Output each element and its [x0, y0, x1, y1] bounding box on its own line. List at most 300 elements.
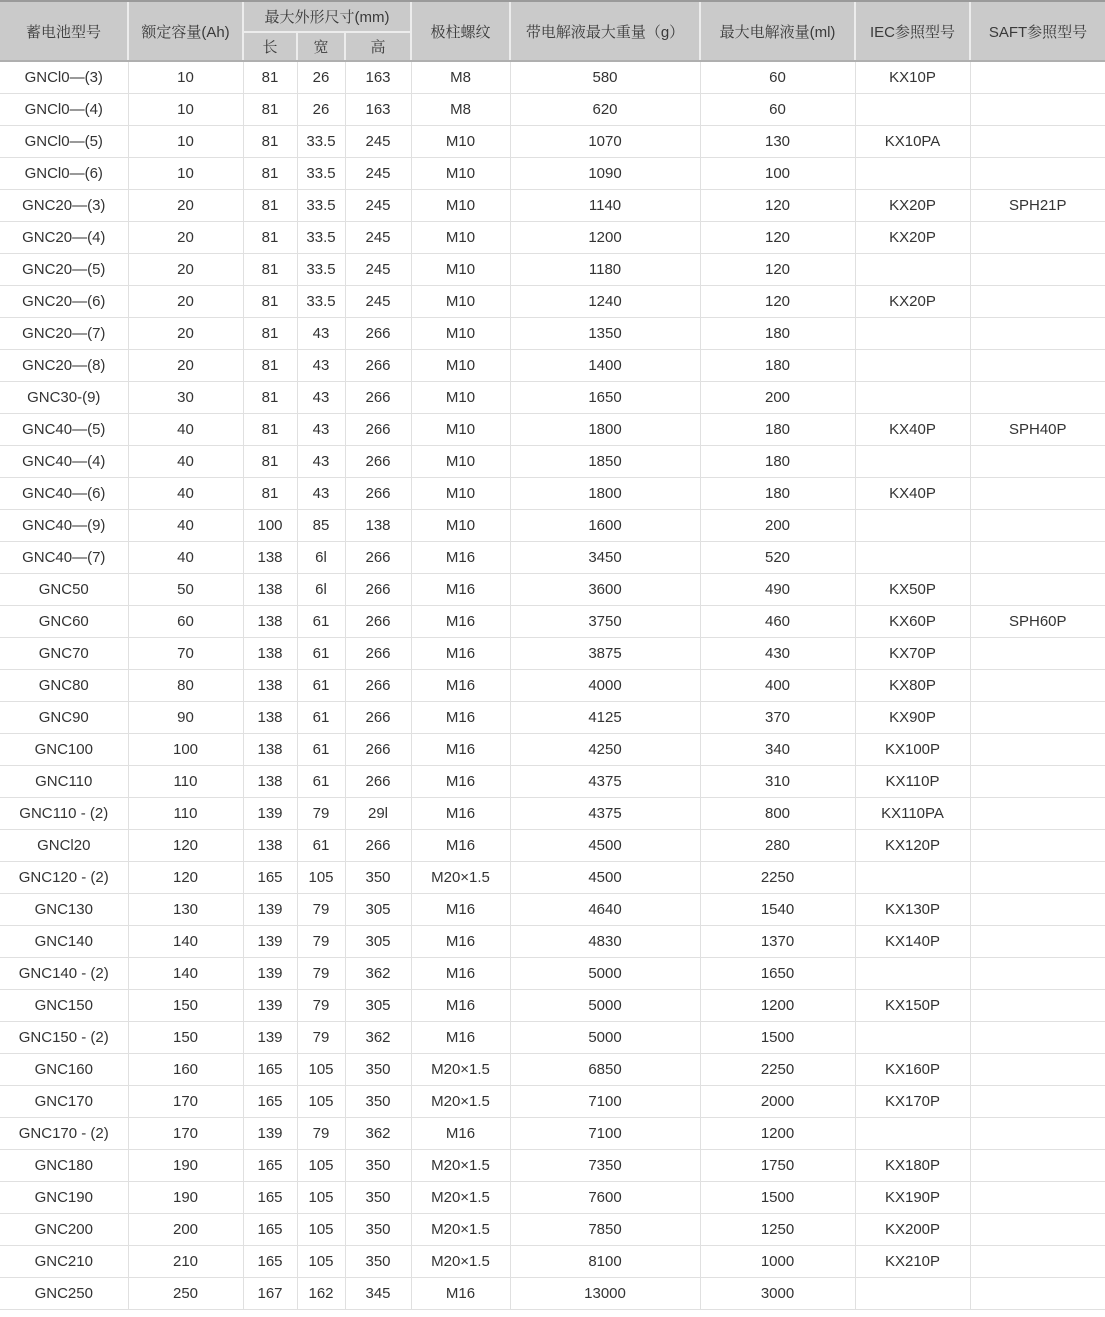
- cell-thread: M10: [411, 158, 510, 190]
- cell-width: 33.5: [297, 222, 345, 254]
- cell-capacity: 140: [128, 958, 243, 990]
- cell-thread: M16: [411, 990, 510, 1022]
- cell-height: 138: [345, 510, 411, 542]
- cell-thread: M10: [411, 350, 510, 382]
- cell-height: 350: [345, 1150, 411, 1182]
- cell-width: 61: [297, 606, 345, 638]
- cell-saft: [970, 702, 1105, 734]
- cell-thread: M16: [411, 1278, 510, 1310]
- cell-saft: SPH21P: [970, 190, 1105, 222]
- cell-saft: [970, 1182, 1105, 1214]
- table-row: [0, 1278, 1105, 1310]
- cell-model: GNC190: [0, 1182, 128, 1214]
- cell-capacity: 210: [128, 1246, 243, 1278]
- cell-saft: [970, 1118, 1105, 1150]
- cell-weight: 5000: [510, 958, 700, 990]
- cell-iec: KX80P: [855, 670, 970, 702]
- cell-width: 33.5: [297, 254, 345, 286]
- cell-saft: SPH60P: [970, 606, 1105, 638]
- header-length: 长: [243, 32, 297, 61]
- cell-width: 79: [297, 798, 345, 830]
- cell-height: 350: [345, 1246, 411, 1278]
- cell-model: GNC160: [0, 1054, 128, 1086]
- cell-iec: [855, 958, 970, 990]
- cell-weight: 620: [510, 94, 700, 126]
- cell-length: 81: [243, 446, 297, 478]
- cell-iec: KX110PA: [855, 798, 970, 830]
- cell-iec: [855, 382, 970, 414]
- cell-thread: M10: [411, 446, 510, 478]
- cell-saft: [970, 510, 1105, 542]
- cell-width: 6l: [297, 542, 345, 574]
- cell-thread: M10: [411, 286, 510, 318]
- cell-height: 345: [345, 1278, 411, 1310]
- cell-capacity: 40: [128, 446, 243, 478]
- table-row: [0, 94, 1105, 126]
- cell-length: 138: [243, 606, 297, 638]
- cell-weight: 5000: [510, 990, 700, 1022]
- cell-weight: 4500: [510, 862, 700, 894]
- cell-electrolyte: 180: [700, 350, 855, 382]
- cell-length: 81: [243, 318, 297, 350]
- cell-iec: [855, 318, 970, 350]
- cell-model: GNC250: [0, 1278, 128, 1310]
- cell-iec: KX140P: [855, 926, 970, 958]
- cell-capacity: 130: [128, 894, 243, 926]
- cell-height: 163: [345, 61, 411, 94]
- cell-length: 81: [243, 286, 297, 318]
- cell-height: 266: [345, 702, 411, 734]
- table-row: [0, 126, 1105, 158]
- cell-width: 43: [297, 382, 345, 414]
- cell-weight: 3875: [510, 638, 700, 670]
- cell-weight: 3600: [510, 574, 700, 606]
- cell-weight: 4125: [510, 702, 700, 734]
- cell-capacity: 110: [128, 766, 243, 798]
- cell-electrolyte: 2000: [700, 1086, 855, 1118]
- cell-width: 79: [297, 1022, 345, 1054]
- cell-saft: [970, 1054, 1105, 1086]
- cell-model: GNC20—(6): [0, 286, 128, 318]
- cell-width: 6l: [297, 574, 345, 606]
- table-row: [0, 734, 1105, 766]
- table-row: [0, 446, 1105, 478]
- cell-electrolyte: 310: [700, 766, 855, 798]
- cell-capacity: 20: [128, 222, 243, 254]
- cell-model: GNC60: [0, 606, 128, 638]
- cell-iec: KX50P: [855, 574, 970, 606]
- table-row: [0, 222, 1105, 254]
- cell-weight: 1800: [510, 478, 700, 510]
- cell-weight: 1140: [510, 190, 700, 222]
- cell-width: 105: [297, 1246, 345, 1278]
- cell-electrolyte: 370: [700, 702, 855, 734]
- cell-width: 43: [297, 318, 345, 350]
- cell-width: 79: [297, 926, 345, 958]
- cell-height: 266: [345, 318, 411, 350]
- cell-capacity: 20: [128, 254, 243, 286]
- cell-model: GNC180: [0, 1150, 128, 1182]
- cell-width: 105: [297, 1086, 345, 1118]
- cell-height: 245: [345, 190, 411, 222]
- cell-thread: M20×1.5: [411, 1182, 510, 1214]
- cell-thread: M20×1.5: [411, 862, 510, 894]
- cell-thread: M20×1.5: [411, 1246, 510, 1278]
- header-thread: 极柱螺纹: [411, 2, 510, 61]
- table-row: [0, 190, 1105, 222]
- cell-iec: [855, 158, 970, 190]
- cell-saft: [970, 926, 1105, 958]
- cell-electrolyte: 1500: [700, 1022, 855, 1054]
- cell-saft: [970, 1214, 1105, 1246]
- cell-height: 266: [345, 478, 411, 510]
- cell-capacity: 150: [128, 990, 243, 1022]
- cell-iec: KX40P: [855, 478, 970, 510]
- cell-capacity: 170: [128, 1086, 243, 1118]
- cell-height: 266: [345, 606, 411, 638]
- cell-height: 350: [345, 1214, 411, 1246]
- cell-weight: 1180: [510, 254, 700, 286]
- cell-length: 81: [243, 126, 297, 158]
- cell-height: 29l: [345, 798, 411, 830]
- table-body: [0, 61, 1105, 1310]
- cell-saft: [970, 286, 1105, 318]
- cell-capacity: 30: [128, 382, 243, 414]
- table-row: [0, 1022, 1105, 1054]
- cell-thread: M10: [411, 126, 510, 158]
- cell-saft: [970, 222, 1105, 254]
- cell-width: 61: [297, 670, 345, 702]
- cell-capacity: 10: [128, 126, 243, 158]
- cell-length: 139: [243, 798, 297, 830]
- cell-iec: KX60P: [855, 606, 970, 638]
- cell-weight: 1650: [510, 382, 700, 414]
- cell-capacity: 40: [128, 510, 243, 542]
- cell-iec: KX210P: [855, 1246, 970, 1278]
- cell-saft: SPH40P: [970, 414, 1105, 446]
- cell-electrolyte: 1200: [700, 1118, 855, 1150]
- cell-iec: [855, 1022, 970, 1054]
- cell-capacity: 140: [128, 926, 243, 958]
- cell-weight: 8100: [510, 1246, 700, 1278]
- cell-thread: M20×1.5: [411, 1150, 510, 1182]
- cell-iec: KX150P: [855, 990, 970, 1022]
- cell-electrolyte: 280: [700, 830, 855, 862]
- cell-height: 305: [345, 926, 411, 958]
- cell-capacity: 100: [128, 734, 243, 766]
- cell-length: 81: [243, 350, 297, 382]
- cell-thread: M16: [411, 702, 510, 734]
- cell-length: 81: [243, 254, 297, 286]
- table-row: [0, 1246, 1105, 1278]
- table-row: [0, 382, 1105, 414]
- cell-weight: 580: [510, 61, 700, 94]
- cell-model: GNCl20: [0, 830, 128, 862]
- table-row: [0, 1054, 1105, 1086]
- cell-width: 105: [297, 1182, 345, 1214]
- table-row: [0, 478, 1105, 510]
- cell-thread: M16: [411, 766, 510, 798]
- cell-thread: M16: [411, 1022, 510, 1054]
- cell-iec: [855, 350, 970, 382]
- cell-electrolyte: 2250: [700, 1054, 855, 1086]
- cell-height: 362: [345, 1022, 411, 1054]
- cell-width: 105: [297, 1214, 345, 1246]
- header-electrolyte: 最大电解液量(ml): [700, 2, 855, 61]
- cell-weight: 3450: [510, 542, 700, 574]
- cell-electrolyte: 520: [700, 542, 855, 574]
- cell-width: 79: [297, 1118, 345, 1150]
- cell-model: GNC20—(3): [0, 190, 128, 222]
- cell-iec: KX100P: [855, 734, 970, 766]
- cell-weight: 7850: [510, 1214, 700, 1246]
- cell-thread: M10: [411, 318, 510, 350]
- cell-saft: [970, 446, 1105, 478]
- table-row: [0, 798, 1105, 830]
- cell-saft: [970, 830, 1105, 862]
- cell-capacity: 90: [128, 702, 243, 734]
- cell-capacity: 170: [128, 1118, 243, 1150]
- cell-electrolyte: 1750: [700, 1150, 855, 1182]
- table-row: [0, 702, 1105, 734]
- cell-electrolyte: 1500: [700, 1182, 855, 1214]
- cell-width: 43: [297, 478, 345, 510]
- header-model: 蓄电池型号: [0, 2, 128, 61]
- cell-model: GNC40—(6): [0, 478, 128, 510]
- cell-width: 33.5: [297, 190, 345, 222]
- cell-length: 139: [243, 1022, 297, 1054]
- cell-length: 81: [243, 190, 297, 222]
- cell-saft: [970, 126, 1105, 158]
- cell-saft: [970, 958, 1105, 990]
- cell-model: GNC150 - (2): [0, 1022, 128, 1054]
- cell-iec: KX110P: [855, 766, 970, 798]
- cell-model: GNC140: [0, 926, 128, 958]
- cell-iec: KX130P: [855, 894, 970, 926]
- cell-length: 165: [243, 1086, 297, 1118]
- cell-model: GNC110 - (2): [0, 798, 128, 830]
- cell-height: 266: [345, 446, 411, 478]
- cell-capacity: 60: [128, 606, 243, 638]
- cell-electrolyte: 1650: [700, 958, 855, 990]
- cell-height: 266: [345, 830, 411, 862]
- cell-weight: 7600: [510, 1182, 700, 1214]
- cell-width: 79: [297, 958, 345, 990]
- cell-electrolyte: 60: [700, 61, 855, 94]
- cell-saft: [970, 1022, 1105, 1054]
- cell-weight: 1600: [510, 510, 700, 542]
- cell-weight: 13000: [510, 1278, 700, 1310]
- table-row: [0, 958, 1105, 990]
- cell-saft: [970, 1246, 1105, 1278]
- cell-height: 266: [345, 574, 411, 606]
- cell-model: GNC20—(7): [0, 318, 128, 350]
- cell-thread: M16: [411, 958, 510, 990]
- cell-capacity: 190: [128, 1150, 243, 1182]
- cell-height: 163: [345, 94, 411, 126]
- cell-length: 139: [243, 958, 297, 990]
- cell-iec: KX10P: [855, 61, 970, 94]
- cell-width: 162: [297, 1278, 345, 1310]
- cell-width: 43: [297, 414, 345, 446]
- table-row: [0, 158, 1105, 190]
- cell-length: 81: [243, 61, 297, 94]
- table-row: [0, 990, 1105, 1022]
- cell-width: 61: [297, 766, 345, 798]
- cell-electrolyte: 1200: [700, 990, 855, 1022]
- cell-electrolyte: 340: [700, 734, 855, 766]
- cell-electrolyte: 60: [700, 94, 855, 126]
- cell-iec: KX20P: [855, 222, 970, 254]
- cell-length: 81: [243, 382, 297, 414]
- cell-capacity: 110: [128, 798, 243, 830]
- cell-length: 165: [243, 1214, 297, 1246]
- header-iec: IEC参照型号: [855, 2, 970, 61]
- cell-width: 79: [297, 990, 345, 1022]
- cell-height: 305: [345, 894, 411, 926]
- cell-model: GNC130: [0, 894, 128, 926]
- cell-model: GNC40—(4): [0, 446, 128, 478]
- cell-thread: M16: [411, 798, 510, 830]
- cell-height: 266: [345, 542, 411, 574]
- cell-capacity: 10: [128, 158, 243, 190]
- cell-saft: [970, 1086, 1105, 1118]
- cell-model: GNC40—(9): [0, 510, 128, 542]
- cell-weight: 7100: [510, 1086, 700, 1118]
- cell-model: GNC80: [0, 670, 128, 702]
- cell-thread: M20×1.5: [411, 1054, 510, 1086]
- cell-height: 266: [345, 766, 411, 798]
- cell-thread: M16: [411, 638, 510, 670]
- cell-length: 81: [243, 222, 297, 254]
- cell-width: 43: [297, 446, 345, 478]
- cell-length: 138: [243, 734, 297, 766]
- cell-width: 26: [297, 94, 345, 126]
- cell-weight: 1090: [510, 158, 700, 190]
- cell-iec: KX40P: [855, 414, 970, 446]
- cell-electrolyte: 200: [700, 382, 855, 414]
- cell-iec: KX190P: [855, 1182, 970, 1214]
- cell-thread: M10: [411, 190, 510, 222]
- cell-weight: 4250: [510, 734, 700, 766]
- cell-electrolyte: 120: [700, 254, 855, 286]
- cell-saft: [970, 382, 1105, 414]
- cell-capacity: 190: [128, 1182, 243, 1214]
- cell-weight: 4375: [510, 766, 700, 798]
- cell-iec: KX70P: [855, 638, 970, 670]
- cell-capacity: 150: [128, 1022, 243, 1054]
- cell-iec: [855, 542, 970, 574]
- cell-iec: KX120P: [855, 830, 970, 862]
- cell-saft: [970, 1150, 1105, 1182]
- cell-model: GNC100: [0, 734, 128, 766]
- cell-weight: 4830: [510, 926, 700, 958]
- cell-height: 245: [345, 222, 411, 254]
- cell-height: 266: [345, 734, 411, 766]
- cell-electrolyte: 460: [700, 606, 855, 638]
- cell-weight: 1850: [510, 446, 700, 478]
- table-row: [0, 766, 1105, 798]
- cell-capacity: 250: [128, 1278, 243, 1310]
- cell-length: 165: [243, 1246, 297, 1278]
- cell-weight: 7350: [510, 1150, 700, 1182]
- cell-iec: [855, 510, 970, 542]
- table-row: [0, 1118, 1105, 1150]
- cell-thread: M16: [411, 670, 510, 702]
- cell-width: 33.5: [297, 158, 345, 190]
- cell-length: 165: [243, 1182, 297, 1214]
- cell-thread: M16: [411, 734, 510, 766]
- header-capacity: 额定容量(Ah): [128, 2, 243, 61]
- cell-electrolyte: 3000: [700, 1278, 855, 1310]
- cell-saft: [970, 574, 1105, 606]
- cell-weight: 1070: [510, 126, 700, 158]
- cell-model: GNCl0—(4): [0, 94, 128, 126]
- cell-weight: 1240: [510, 286, 700, 318]
- cell-width: 33.5: [297, 126, 345, 158]
- cell-capacity: 120: [128, 862, 243, 894]
- table-row: [0, 286, 1105, 318]
- cell-electrolyte: 120: [700, 222, 855, 254]
- cell-length: 81: [243, 414, 297, 446]
- cell-model: GNC40—(7): [0, 542, 128, 574]
- cell-width: 105: [297, 1054, 345, 1086]
- cell-electrolyte: 1000: [700, 1246, 855, 1278]
- cell-height: 350: [345, 1182, 411, 1214]
- header-dimensions-group: 最大外形尺寸(mm): [243, 2, 411, 32]
- cell-width: 79: [297, 894, 345, 926]
- cell-weight: 4000: [510, 670, 700, 702]
- cell-electrolyte: 130: [700, 126, 855, 158]
- table-row: [0, 318, 1105, 350]
- cell-length: 100: [243, 510, 297, 542]
- cell-model: GNC210: [0, 1246, 128, 1278]
- cell-model: GNC20—(8): [0, 350, 128, 382]
- cell-saft: [970, 94, 1105, 126]
- cell-thread: M10: [411, 478, 510, 510]
- cell-height: 362: [345, 958, 411, 990]
- cell-model: GNCl0—(3): [0, 61, 128, 94]
- cell-thread: M16: [411, 894, 510, 926]
- cell-length: 138: [243, 574, 297, 606]
- cell-model: GNCl0—(6): [0, 158, 128, 190]
- table-row: [0, 1214, 1105, 1246]
- cell-electrolyte: 180: [700, 414, 855, 446]
- cell-saft: [970, 318, 1105, 350]
- cell-iec: [855, 1278, 970, 1310]
- cell-electrolyte: 1540: [700, 894, 855, 926]
- cell-thread: M10: [411, 510, 510, 542]
- cell-height: 266: [345, 382, 411, 414]
- cell-saft: [970, 894, 1105, 926]
- cell-capacity: 120: [128, 830, 243, 862]
- cell-weight: 4500: [510, 830, 700, 862]
- cell-model: GNC170: [0, 1086, 128, 1118]
- cell-electrolyte: 180: [700, 478, 855, 510]
- cell-length: 139: [243, 1118, 297, 1150]
- cell-length: 138: [243, 766, 297, 798]
- cell-thread: M8: [411, 61, 510, 94]
- cell-model: GNC20—(4): [0, 222, 128, 254]
- cell-model: GNC150: [0, 990, 128, 1022]
- cell-model: GNC120 - (2): [0, 862, 128, 894]
- cell-weight: 4640: [510, 894, 700, 926]
- table-row: [0, 414, 1105, 446]
- cell-thread: M10: [411, 222, 510, 254]
- cell-saft: [970, 1278, 1105, 1310]
- cell-weight: 1800: [510, 414, 700, 446]
- cell-iec: [855, 254, 970, 286]
